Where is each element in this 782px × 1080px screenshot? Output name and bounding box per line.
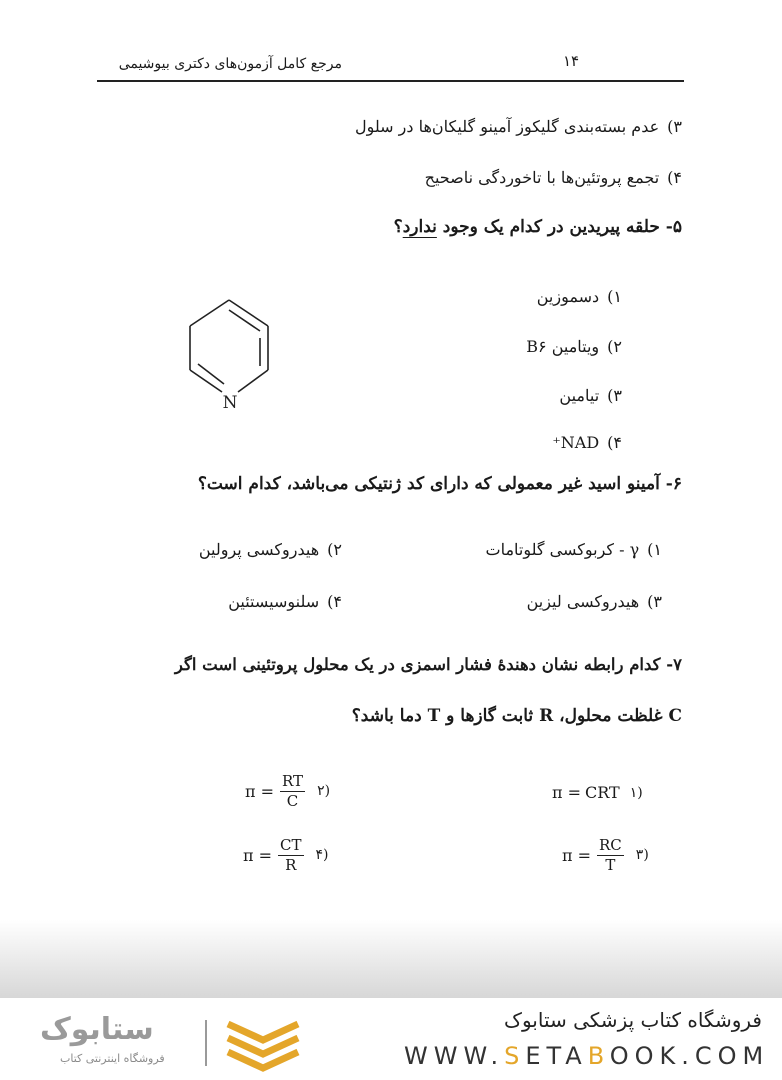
q7-option-1: [552, 783, 643, 802]
q6-option-4: [228, 592, 342, 611]
option-text: عدم بسته‌بندی گلیکوز آمینو گلیکان‌ها در سلول: [354, 117, 660, 136]
formula-lhs: π =: [552, 783, 582, 802]
logo-wordmark: ستابوک: [40, 1012, 154, 1047]
logo-subtext: فروشگاه اینترنتی کتاب: [60, 1052, 165, 1065]
option-number: ۳): [635, 847, 649, 864]
fraction-denominator: R: [285, 855, 297, 874]
option-number: ۱): [629, 784, 643, 801]
fraction-denominator: T: [605, 855, 616, 874]
option-number: ۳): [647, 592, 662, 611]
running-header-title: مرجع کامل آزمون‌های دکتری بیوشیمی: [118, 56, 342, 72]
q7-option-4: [243, 836, 328, 875]
q6-option-3: [527, 592, 662, 611]
option-text: دسموزین: [536, 287, 600, 306]
footer-branding: [0, 998, 782, 1080]
formula-fraction: [280, 772, 305, 811]
formula-expr: CRT: [585, 783, 620, 802]
q7-option-2: [245, 772, 330, 811]
option-number: ۲): [327, 540, 342, 559]
fraction-numerator: CT: [280, 836, 302, 854]
option-number: ۱): [607, 287, 622, 306]
q5-option-4: [552, 433, 622, 452]
pyridine-structure: [180, 298, 280, 416]
question-7-line-2: C غلظت محلول، R ثابت گازها و T دما باشد؟: [351, 706, 682, 726]
option-number: ۴): [607, 433, 622, 452]
question-7-line-1: ۷- کدام رابطه نشان دهندهٔ فشار اسمزی در یک محلول پروتئینی است اگر: [174, 655, 682, 674]
formula-fraction: [597, 836, 624, 875]
question-5-underlined: ندارد: [402, 217, 437, 237]
question-5-suffix: ؟: [393, 217, 403, 237]
option-text: NAD⁺: [552, 433, 600, 452]
option-text: تیامین: [559, 386, 600, 405]
option-text: هیدروکسی لیزین: [526, 592, 640, 611]
site-url[interactable]: [404, 1042, 769, 1070]
option-text: ویتامین B۶: [526, 337, 600, 356]
option-number: ۳): [607, 386, 622, 405]
page-number: ۱۴: [563, 52, 580, 70]
url-highlight: B: [587, 1042, 610, 1070]
page-bottom-shadow: [0, 920, 782, 998]
prev-option-4: [425, 168, 682, 187]
book-logo-icon: [222, 1016, 304, 1074]
option-number: ۲): [317, 783, 331, 800]
header-rule: [97, 80, 684, 82]
fraction-numerator: RT: [282, 772, 304, 790]
url-part: ETA: [525, 1042, 588, 1070]
formula-lhs: π =: [243, 845, 273, 865]
question-5-prefix: ۵- حلقه پیریدین در کدام یک وجود: [442, 217, 682, 237]
option-number: ۴): [667, 168, 682, 187]
fraction-denominator: C: [286, 791, 299, 810]
option-text: γ - کربوکسی گلوتامات: [485, 540, 640, 559]
option-number: ۱): [647, 540, 662, 559]
q7-option-3: [562, 836, 649, 875]
question-6: ۶- آمینو اسید غیر معمولی که دارای کد ژنتیکی می‌باشد، کدام است؟: [197, 474, 682, 494]
option-text: تجمع پروتئین‌ها با تاخوردگی ناصحیح: [424, 168, 660, 187]
url-highlight: S: [504, 1042, 526, 1070]
formula-lhs: π =: [245, 781, 275, 801]
q5-option-1: [537, 287, 622, 306]
q5-option-2: [526, 337, 622, 356]
formula-lhs: π =: [562, 845, 592, 865]
option-number: ۴): [315, 847, 329, 864]
url-part: WWW.: [404, 1042, 505, 1070]
logo-divider: [205, 1020, 207, 1066]
option-number: ۳): [667, 117, 682, 136]
question-5: [394, 217, 682, 237]
option-number: ۲): [607, 337, 622, 356]
url-part: OOK.COM: [609, 1042, 770, 1070]
option-text: سلنوسیستئین: [228, 592, 320, 611]
option-text: هیدروکسی پرولین: [198, 540, 320, 559]
shop-name: فروشگاه کتاب پزشکی ستابوک: [504, 1008, 762, 1032]
nitrogen-atom-label: N: [222, 393, 238, 413]
q6-option-1: [486, 540, 662, 559]
formula-fraction: [278, 836, 303, 875]
option-number: ۴): [327, 592, 342, 611]
fraction-numerator: RC: [599, 836, 622, 854]
q5-option-3: [559, 386, 622, 405]
q6-option-2: [199, 540, 342, 559]
prev-option-3: [355, 117, 682, 136]
